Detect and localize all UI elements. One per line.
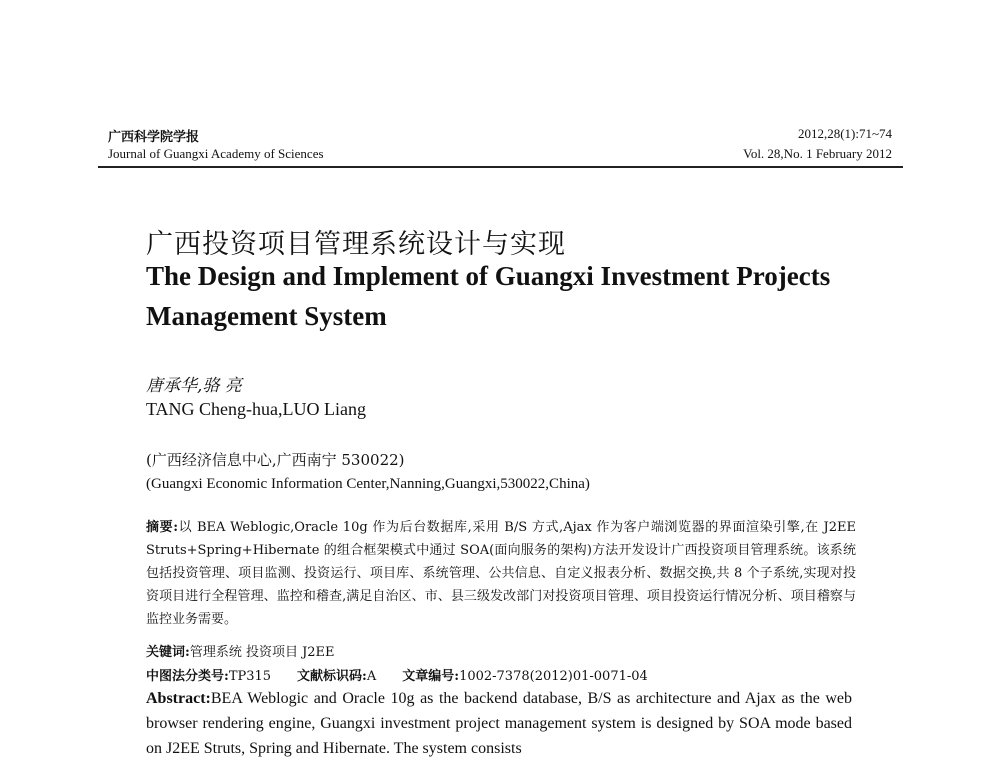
- title-cn: 广西投资项目管理系统设计与实现: [146, 229, 566, 260]
- abstract-en: [146, 686, 852, 761]
- abstract-cn-label: 摘要:: [146, 520, 179, 535]
- doc-code-label: 文献标识码:: [297, 669, 367, 684]
- journal-name-cn: 广西科学院学报: [108, 130, 200, 145]
- keywords-label: 关键词:: [146, 645, 190, 660]
- abstract-en-text: BEA Weblogic and Oracle 10g as the backend database, B/S as architecture and Ajax as the web browser rendering engine, Guangxi investment project management system is designed by SOA mode based on J2EE Struts, Spring and Hibernate. The system consists: [146, 690, 852, 757]
- journal-name-en: Journal of Guangxi Academy of Sciences: [108, 146, 324, 161]
- article-no-label: 文章编号:: [402, 669, 460, 684]
- abstract-en-label: Abstract:: [146, 690, 211, 707]
- clc-value: TP315: [228, 669, 272, 684]
- affiliation-en: (Guangxi Economic Information Center,Nanning,Guangxi,530022,China): [146, 476, 590, 492]
- citation: 2012,28(1):71~74: [797, 126, 892, 141]
- authors-en: TANG Cheng-hua,LUO Liang: [146, 399, 367, 419]
- abstract-cn: [146, 516, 856, 631]
- classification-line: [146, 665, 648, 684]
- clc-label: 中图法分类号:: [146, 669, 229, 684]
- header-rule: [98, 166, 903, 168]
- title-en: The Design and Implement of Guangxi Investment Projects Management System: [146, 261, 831, 331]
- keywords: [146, 641, 335, 660]
- affiliation-cn: (广西经济信息中心,广西南宁 530022): [146, 451, 405, 469]
- doc-code-value: A: [366, 669, 377, 684]
- article-no-value: 1002-7378(2012)01-0071-04: [459, 669, 648, 684]
- abstract-cn-text: 以 BEA Weblogic,Oracle 10g 作为后台数据库,采用 B/S 方式,Ajax 作为客户端浏览器的界面渲染引擎,在 J2EE Struts+Spring+Hibernate 的组合框架模式中通过 SOA(面向服务的架构)方法开发设计广西投资项目管理系统。该系统包括投资管理、项目监测、投资运行、项目库、系统管理、公共信息、自定义报表分析、数据交换,共 8 个子系统,实现对投资项目进行全程管理、监控和稽查,满足自治区、市、县三级发改部门对投资项目管理、项目投资运行情况分析、项目稽察与监控业务需要。: [146, 520, 856, 627]
- volume-issue: Vol. 28,No. 1 February 2012: [743, 146, 892, 161]
- keywords-text: 管理系统 投资项目 J2EE: [189, 645, 335, 660]
- authors-cn: 唐承华,骆 亮: [146, 376, 242, 396]
